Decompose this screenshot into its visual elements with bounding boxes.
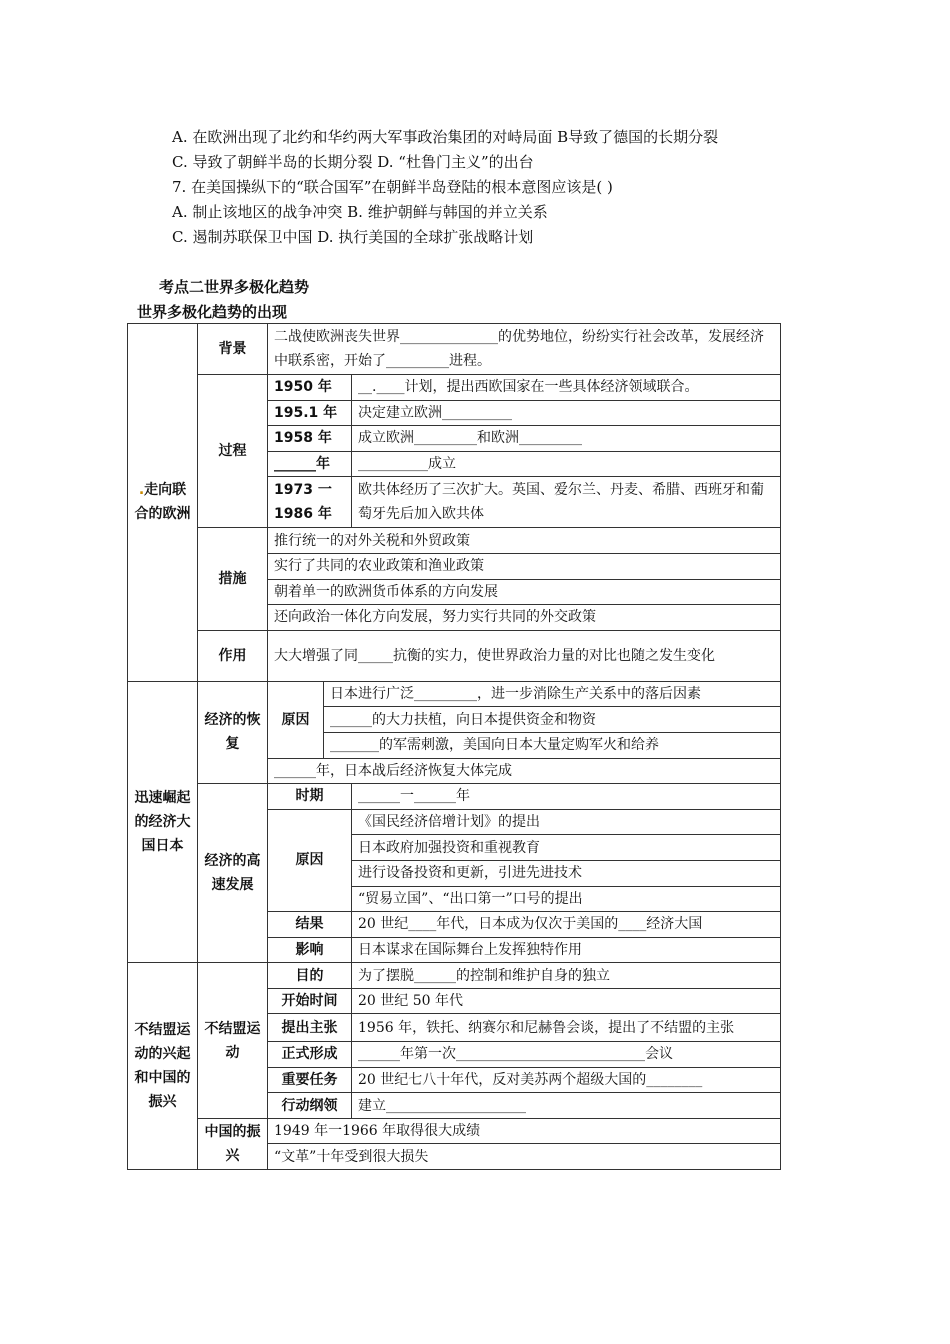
process-text: __________成立 — [352, 451, 781, 477]
china-item: 1949 年一1966 年取得很大成绩 — [268, 1118, 781, 1144]
growth-reason: 进行设备投资和更新，引进先进技术 — [352, 860, 781, 886]
effect-text: 大大增强了同_____抗衡的实力，使世界政治力量的对比也随之发生变化 — [268, 630, 781, 681]
recovery-label: 经济的恢复 — [198, 681, 268, 783]
process-text: 决定建立欧洲__________ — [352, 400, 781, 426]
growth-reason: 《国民经济倍增计划》的提出 — [352, 809, 781, 835]
nam-row-text: 1956 年，铁托、纳赛尔和尼赫鲁会谈，提出了不结盟的主张 — [352, 1014, 781, 1042]
measure-item: 还向政治一体化方向发展，努力实行共同的外交政策 — [268, 605, 781, 631]
process-label: 过程 — [198, 375, 268, 528]
process-text: 欧共体经历了三次扩大。英国、爱尔兰、丹麦、希腊、西班牙和葡萄牙先后加入欧共体 — [352, 477, 781, 528]
recovery-reason-label: 原因 — [268, 681, 324, 758]
growth-reason: 日本政府加强投资和重视教育 — [352, 835, 781, 861]
impact-label: 影响 — [268, 937, 352, 963]
recovery-done: ______年，日本战后经济恢复大体完成 — [268, 758, 781, 784]
nam-row-text: 为了摆脱______的控制和维护自身的独立 — [352, 963, 781, 989]
recovery-reason: 日本进行广泛_________，进一步消除生产关系中的落后因素 — [324, 681, 781, 707]
question-7-options-ab: A. 制止该地区的战争冲突 B. 维护朝鲜与韩国的并立关系 — [172, 203, 548, 221]
growth-label: 经济的高速发展 — [198, 784, 268, 963]
china-item: “文革”十年受到很大损失 — [268, 1144, 781, 1170]
nam-row-label: 开始时间 — [268, 988, 352, 1014]
option-a-line: A. 在欧洲出现了北约和华约两大军事政治集团的对峙局面 B导致了德国的长期分裂 — [172, 128, 719, 146]
result-label: 结果 — [268, 912, 352, 938]
nonaligned-head: 不结盟运动的兴起和中国的振兴 — [128, 963, 198, 1170]
effect-label: 作用 — [198, 630, 268, 681]
nam-row-text: 建立____________________ — [352, 1093, 781, 1119]
question-7: 7. 在美国操纵下的“联合国军”在朝鲜半岛登陆的根本意图应该是( ) — [172, 178, 613, 196]
process-year: ______年 — [268, 451, 352, 477]
section-title: 考点二世界多极化趋势 — [159, 278, 310, 296]
nam-row-text: 20 世纪 50 年代 — [352, 988, 781, 1014]
measure-item: 实行了共同的农业政策和渔业政策 — [268, 553, 781, 579]
process-year: 1958 年 — [268, 426, 352, 452]
nam-row-text: 20 世纪七八十年代，反对美苏两个超级大国的________ — [352, 1067, 781, 1093]
nam-row-label: 目的 — [268, 963, 352, 989]
process-year: 1973 一 1986 年 — [268, 477, 352, 528]
recovery-reason: ______的大力扶植，向日本提供资金和物资 — [324, 707, 781, 733]
nam-row-label: 正式形成 — [268, 1042, 352, 1068]
process-year: 195.1 年 — [268, 400, 352, 426]
background-text: 二战使欧洲丧失世界______________的优势地位，纷纷实行社会改革，发展经济中联系密，开始了_________进程。 — [268, 324, 781, 375]
nam-row-label: 提出主张 — [268, 1014, 352, 1042]
process-year: 1950 年 — [268, 375, 352, 401]
measures-label: 措施 — [198, 528, 268, 630]
process-text: __.____计划，提出西欧国家在一些具体经济领域联合。 — [352, 375, 781, 401]
movement-label: 不结盟运动 — [198, 963, 268, 1119]
growth-reason-label: 原因 — [268, 809, 352, 911]
period-label: 时期 — [268, 784, 352, 810]
section-subtitle: 世界多极化趋势的出现 — [137, 303, 288, 321]
growth-reason: “贸易立国”、“出口第一”口号的提出 — [352, 886, 781, 912]
result-text: 20 世纪____年代，日本成为仅次于美国的____经济大国 — [352, 912, 781, 938]
option-c-line: C. 导致了朝鲜半岛的长期分裂 D. “杜鲁门主义”的出台 — [172, 153, 534, 171]
multipolar-table — [127, 323, 781, 1170]
question-7-options-cd: C. 遏制苏联保卫中国 D. 执行美国的全球扩张战略计划 — [172, 228, 534, 246]
impact-text: 日本谋求在国际舞台上发挥独特作用 — [352, 937, 781, 963]
europe-head: .走向联合的欧洲 — [128, 324, 198, 682]
nam-row-label: 行动纲领 — [268, 1093, 352, 1119]
japan-head: 迅速崛起的经济大国日本 — [128, 681, 198, 963]
measure-item: 推行统一的对外关税和外贸政策 — [268, 528, 781, 554]
process-text: 成立欧洲_________和欧洲_________ — [352, 426, 781, 452]
nam-row-label: 重要任务 — [268, 1067, 352, 1093]
recovery-reason: _______的军需刺激，美国向日本大量定购军火和给养 — [324, 732, 781, 758]
period-text: ______一______年 — [352, 784, 781, 810]
china-label: 中国的振兴 — [198, 1118, 268, 1169]
nam-row-text: ______年第一次___________________________会议 — [352, 1042, 781, 1068]
background-label: 背景 — [198, 324, 268, 375]
measure-item: 朝着单一的欧洲货币体系的方向发展 — [268, 579, 781, 605]
